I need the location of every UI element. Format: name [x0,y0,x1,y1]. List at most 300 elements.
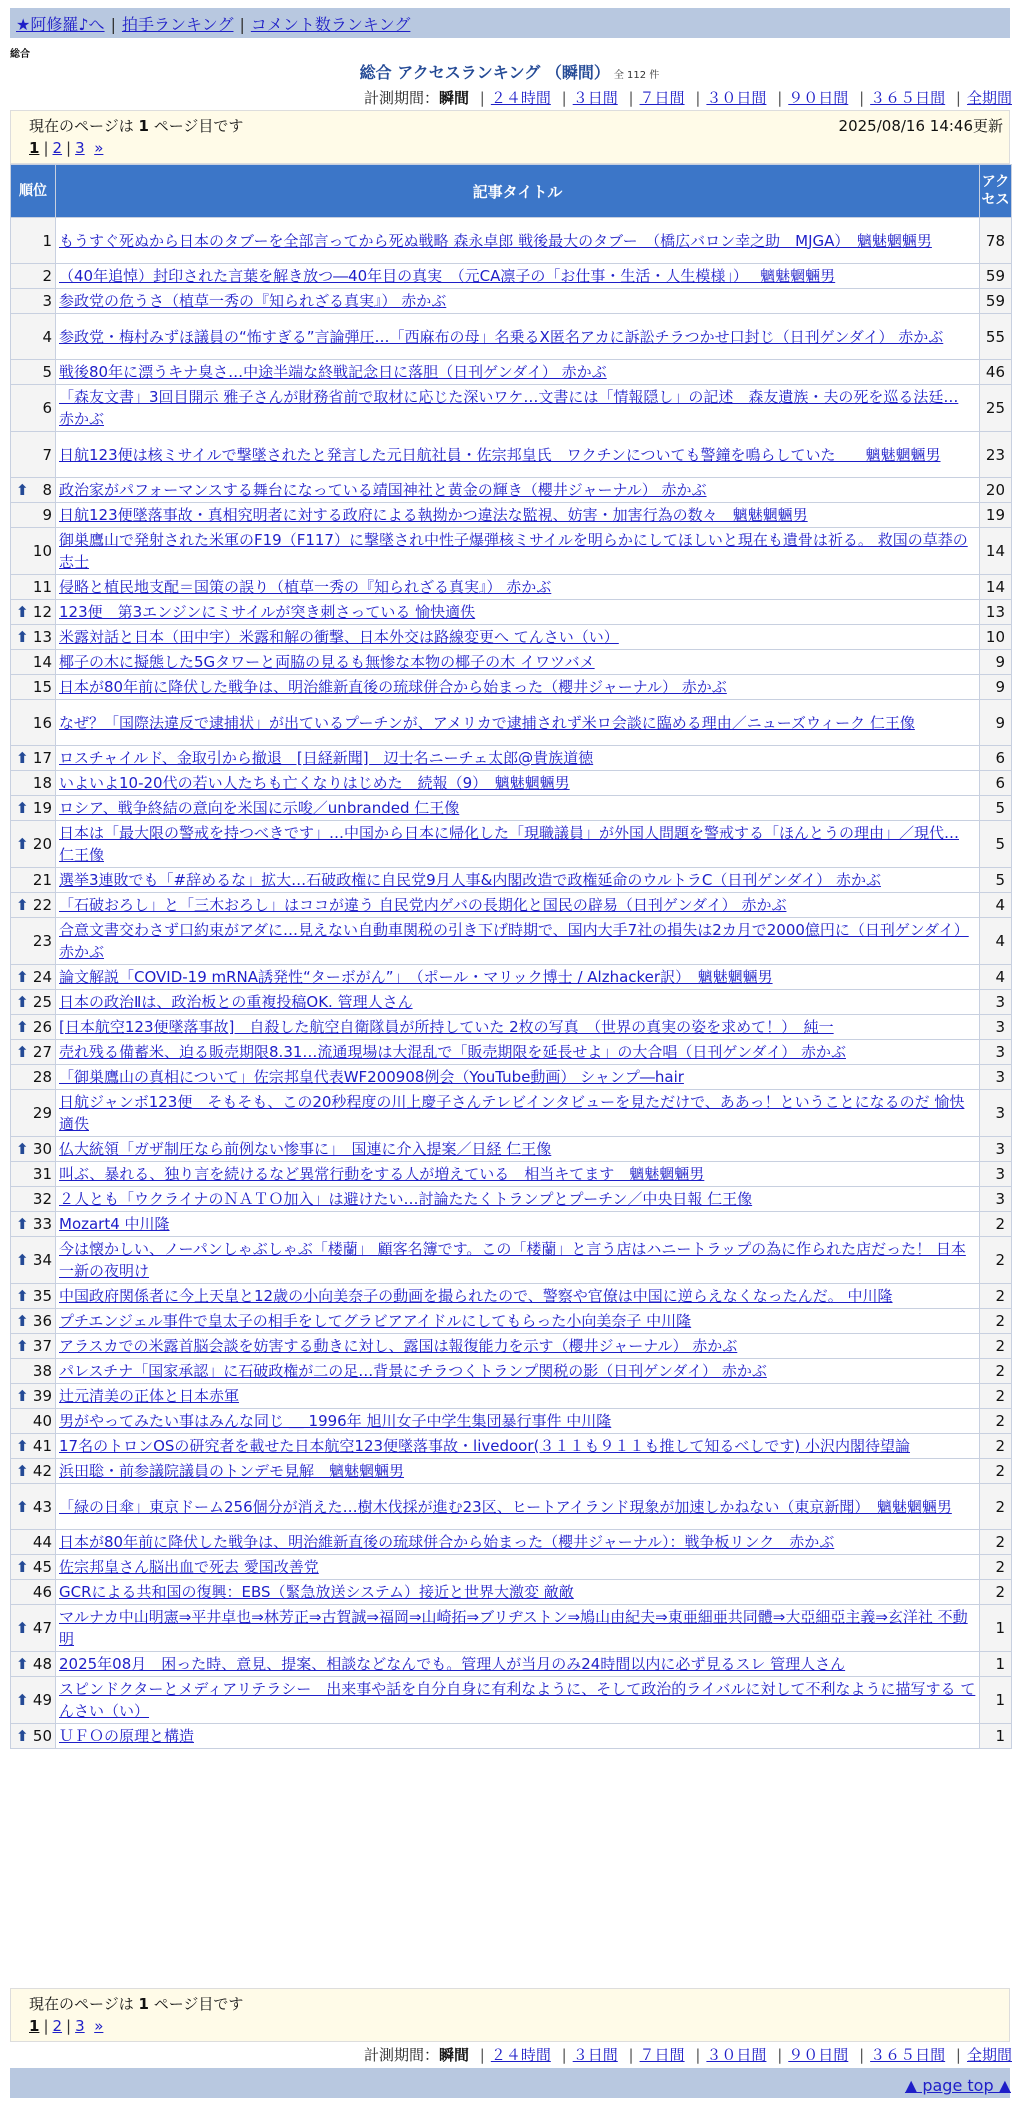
article-title-link[interactable]: 123便 第3エンジンにミサイルが突き刺さっている 愉快適佚 [59,603,476,621]
table-row [11,918,1012,965]
access-count: 14 [980,575,1012,600]
title-cell [56,1065,980,1090]
rank-up-arrow-icon: ⬆ [16,1727,29,1745]
rank-up-arrow-icon: ⬆ [16,1337,29,1355]
access-count: 9 [980,675,1012,700]
period-label: 計測期間： [363,89,439,107]
article-title-link[interactable]: 日本は「最大限の警戒を持つべきです」…中国から日本に帰化した「現職議員」が外国人問題を警戒する「ほんとうの理由」／現代… 仁王像 [59,824,960,864]
rank-cell [11,1555,56,1580]
table-row [11,1359,1012,1384]
title-cell [56,821,980,868]
rank-up-arrow-icon: ⬆ [16,968,29,986]
page-info-prefix: 現在のページは [29,117,134,135]
access-count: 2 [980,1530,1012,1555]
rank-cell [11,1677,56,1724]
rank-up-arrow-icon: ⬆ [16,628,29,646]
access-count: 2 [980,1555,1012,1580]
rank-up-arrow-icon: ⬆ [16,1462,29,1480]
rank-number: 28 [32,1068,52,1086]
article-title-link[interactable]: 政治家がパフォーマンスする舞台になっている靖国神社と黄金の輝き（櫻井ジャーナル） 赤かぶ [59,481,707,499]
access-count: 4 [980,965,1012,990]
rank-number: 9 [42,506,52,524]
title-cell [56,432,980,478]
rank-number: 11 [32,578,52,596]
table-row [11,289,1012,314]
table-row [11,1334,1012,1359]
table-row [11,893,1012,918]
rank-cell [11,746,56,771]
article-title-link[interactable]: 叫ぶ、暴れる、独り言を続けるなど異常行動をする人が増えている 相当キてます 魑魅魍魎男 [59,1165,705,1183]
rank-number: 45 [32,1558,52,1576]
period-link-90d[interactable]: ９０日間 [788,89,849,107]
table-row [11,314,1012,360]
rank-number: 6 [42,399,52,417]
article-title-link[interactable]: 参政党・梅村みずほ議員の“怖すぎる”言論弾圧…「西麻布の母」名乗るX匿名アカに訴訟チラつかせ口封じ（日刊ゲンダイ） 赤かぶ [59,327,944,346]
table-row [11,1065,1012,1090]
access-count: 59 [980,289,1012,314]
rank-cell [11,1137,56,1162]
article-title-link[interactable]: 侵略と植民地支配＝国策の誤り（植草一秀の『知られざる真実』） 赤かぶ [59,578,552,596]
period-link-7d[interactable]: ７日間 [639,2046,685,2064]
rank-number: 15 [32,678,52,696]
title-cell [56,1724,980,1749]
table-row [11,1187,1012,1212]
title-cell [56,528,980,575]
access-count: 9 [980,650,1012,675]
rank-cell [11,625,56,650]
rank-up-arrow-icon: ⬆ [16,1387,29,1405]
table-row [11,1212,1012,1237]
rank-number: 37 [32,1337,52,1355]
title-cell [56,1677,980,1724]
table-row [11,503,1012,528]
rank-cell [11,1484,56,1530]
title-cell [56,1555,980,1580]
rank-number: 50 [32,1727,52,1745]
rank-cell [11,650,56,675]
rank-up-arrow-icon: ⬆ [16,1043,29,1061]
access-count: 3 [980,1137,1012,1162]
title-cell [56,1605,980,1652]
article-title-link[interactable]: 「森友文書」3回目開示 雅子さんが財務省前で取材に応じた深いワケ…文書には「情報隠し」の記述 森友遺族・夫の死を巡る法廷… 赤かぶ [59,388,959,428]
period-link-24h[interactable]: ２４時間 [490,89,551,107]
rank-number: 18 [32,774,52,792]
article-title-link[interactable]: 売れ残る備蓄米、迫る販売期限8.31…流通現場は大混乱で「販売期限を延長せよ」の大合唱（日刊ゲンダイ） 赤かぶ [59,1043,846,1061]
title-cell [56,1652,980,1677]
access-count: 4 [980,893,1012,918]
table-row [11,575,1012,600]
access-count: 3 [980,1015,1012,1040]
title-cell [56,503,980,528]
page-info-current: 1 [138,1995,149,2013]
article-title-link[interactable]: 男がやってみたい事はみんな同じ ＿ 1996年 旭川女子中学生集団暴行事件 中川隆 [59,1412,612,1430]
page-info-suffix: ページ目です [153,1995,244,2013]
article-title-link[interactable]: 合意文書交わさず口約束がアダに…見えない自動車関税の引き下げ時期で、国内大手7社の損失は2カ月で2000億円に（日刊ゲンダイ） 赤かぶ [59,921,969,961]
access-count: 6 [980,746,1012,771]
rank-number: 25 [32,993,52,1011]
rank-number: 44 [32,1533,52,1551]
rank-up-arrow-icon: ⬆ [16,1497,29,1516]
rank-number: 32 [32,1190,52,1208]
rank-number: 43 [32,1497,52,1516]
article-title-link[interactable]: 日本が80年前に降伏した戦争は、明治維新直後の琉球併合から始まった（櫻井ジャーナル）：戦争板リンク 赤かぶ [59,1533,835,1551]
period-link-24h[interactable]: ２４時間 [490,2046,551,2064]
article-title-link[interactable]: スピンドクターとメディアリテラシー 出来事や話を自分自身に有利なように、そして政治的ライバルに対して不利なように描写する てんさい（い） [59,1680,976,1720]
rank-number: 4 [42,327,52,346]
article-title-link[interactable]: いよいよ10-20代の若い人たちも亡くなりはじめた 続報（9） 魑魅魍魎男 [59,774,570,792]
rank-up-arrow-icon: ⬆ [16,799,29,817]
article-title-link[interactable]: ２人とも「ウクライナのＮＡＴＯ加入」は避けたい…討論たたくトランプとプーチン／中央日報 仁王像 [59,1190,753,1208]
title-cell [56,1384,980,1409]
period-link-90d[interactable]: ９０日間 [788,2046,849,2064]
access-count: 2 [980,1284,1012,1309]
rank-cell [11,1212,56,1237]
table-row [11,1677,1012,1724]
title-cell [56,478,980,503]
rank-cell [11,796,56,821]
rank-cell [11,1459,56,1484]
article-title-link[interactable]: 「緑の日傘」東京ドーム256個分が消えた…樹木伐採が進む23区、ヒートアイランド現象が加速しかねない（東京新聞） 魑魅魍魎男 [59,1497,952,1516]
page-link-2[interactable]: 2 [52,139,63,157]
title-cell [56,1284,980,1309]
rank-cell [11,600,56,625]
rank-cell [11,503,56,528]
article-title-link[interactable]: 日航ジャンボ123便 そもそも、この20秒程度の川上慶子さんテレビインタビューを見ただけで、ああっ！ということになるのだ 愉快適佚 [59,1093,965,1133]
rank-cell [11,821,56,868]
rank-cell [11,1309,56,1334]
article-title-link[interactable]: 日航123便は核ミサイルで撃墜されたと発言した元日航社員・佐宗邦皇氏 ワクチンについても警鐘を鳴らしていた 魑魅魍魎男 [59,445,941,464]
access-count: 59 [980,264,1012,289]
period-link-all[interactable]: 全期間 [966,2046,1012,2064]
rank-number: 17 [32,749,52,767]
article-title-link[interactable]: 参政党の危うさ（植草一秀の『知られざる真実』） 赤かぶ [59,292,447,310]
rank-up-arrow-icon: ⬆ [16,1251,29,1269]
rank-number: 1 [42,231,52,250]
header-rank: 順位 [11,165,56,218]
table-row [11,796,1012,821]
rank-cell [11,1580,56,1605]
title-cell [56,1162,980,1187]
access-count: 3 [980,1187,1012,1212]
article-title-link[interactable]: マルナカ中山明憲⇒平井卓也⇒林芳正⇒古賀誠⇒福岡⇒山崎拓⇒ブリヂストン⇒鳩山由紀夫⇒東亜細亜共同體⇒大亞細亞主義⇒玄洋社 不動明 [59,1608,968,1648]
page-next-link[interactable]: » [94,2017,104,2035]
article-title-link[interactable]: GCRによる共和国の復興：EBS（緊急放送システム）接近と世界大激変 敵敵 [59,1583,574,1601]
article-title-link[interactable]: もうすぐ死ぬから日本のタブーを全部言ってから死ぬ戦略 森永卓郎 戦後最大のタブー （橋広バロン幸之助 MJGA） 魑魅魍魎男 [59,231,932,250]
table-row [11,1724,1012,1749]
rank-number: 2 [42,267,52,285]
article-title-link[interactable]: 米露対話と日本（田中宇）米露和解の衝撃、日本外交は路線変更へ てんさい（い） [59,628,619,646]
access-count: 2 [980,1359,1012,1384]
access-count: 2 [980,1334,1012,1359]
access-count: 25 [980,385,1012,432]
article-title-link[interactable]: なぜ？「国際法違反で逮捕状」が出ているプーチンが、アメリカで逮捕されず米ロ会談に臨める理由／ニューズウィーク 仁王像 [59,713,915,732]
title-cell [56,796,980,821]
rank-number: 8 [42,481,52,499]
title-cell [56,1137,980,1162]
access-count: 2 [980,1309,1012,1334]
rank-cell [11,528,56,575]
title-cell [56,625,980,650]
title-cell [56,868,980,893]
rank-cell [11,1359,56,1384]
rank-up-arrow-icon: ⬆ [16,1437,29,1455]
access-count: 78 [980,218,1012,264]
pagination-top: 1 | 2 | 3 » [29,139,104,157]
access-count: 3 [980,1040,1012,1065]
rank-number: 14 [32,653,52,671]
access-count: 5 [980,868,1012,893]
title-cell [56,575,980,600]
rank-number: 39 [32,1387,52,1405]
page-info-prefix: 現在のページは [29,1995,134,2013]
title-cell [56,893,980,918]
table-row [11,1459,1012,1484]
nav-comment-ranking-link[interactable]: コメント数ランキング [250,15,411,34]
title-cell [56,1309,980,1334]
rank-up-arrow-icon: ⬆ [16,1655,29,1673]
table-row [11,1484,1012,1530]
rank-cell [11,1090,56,1137]
title-cell [56,1409,980,1434]
rank-up-arrow-icon: ⬆ [16,1287,29,1305]
rank-number: 46 [32,1583,52,1601]
rank-cell [11,1162,56,1187]
table-row [11,1580,1012,1605]
rank-number: 40 [32,1412,52,1430]
title-cell [56,746,980,771]
article-title-link[interactable]: 浜田聡・前参議院議員のトンデモ見解 魑魅魍魎男 [59,1462,405,1480]
title-cell [56,1334,980,1359]
ranking-table [10,164,1012,1749]
access-count: 19 [980,503,1012,528]
table-row [11,1409,1012,1434]
title-cell [56,675,980,700]
rank-number: 36 [32,1312,52,1330]
rank-number: 34 [32,1251,52,1269]
access-count: 2 [980,1459,1012,1484]
article-title-link[interactable]: 論文解説「COVID-19 mRNA誘発性“ターボがん”」 （ポール・マリック博士 / Alzhacker訳） 魑魅魍魎男 [59,968,773,986]
nav-clap-ranking-link[interactable]: 拍手ランキング [121,15,234,34]
article-title-link[interactable]: 日本の政治Ⅱは、政治板との重複投稿OK. 管理人さん [59,993,413,1011]
article-title-link[interactable]: （40年追悼）封印された言葉を解き放つ―40年目の真実 （元CA凛子の「お仕事・生活・人生模様」） 魑魅魍魎男 [59,267,836,285]
article-title-link[interactable]: 日航123便墜落事故・真相究明者に対する政府による執拗かつ違法な監視、妨害・加害行為の数々 魑魅魍魎男 [59,506,808,524]
title-cell [56,1434,980,1459]
access-count: 1 [980,1605,1012,1652]
article-title-link[interactable]: ＵＦＯの原理と構造 [59,1727,195,1745]
rank-up-arrow-icon: ⬆ [16,1018,29,1036]
article-title-link[interactable]: 仏大統領「ガザ制圧なら前例ない惨事に」 国連に介入提案／日経 仁王像 [59,1140,552,1158]
article-title-link[interactable]: 椰子の木に擬態した5Gタワーと両脇の見るも無惨な本物の椰子の木 イワツバメ [59,653,595,671]
page-link-3[interactable]: 3 [75,139,85,157]
table-row [11,385,1012,432]
title-cell [56,965,980,990]
rank-cell [11,1334,56,1359]
page-info-bottom [10,1988,1010,2042]
rank-number: 21 [32,871,52,889]
rank-up-arrow-icon: ⬆ [16,481,29,499]
article-title-link[interactable]: アラスカでの米露首脳会談を妨害する動きに対し、露国は報復能力を示す（櫻井ジャーナル） 赤かぶ [59,1337,738,1355]
rank-cell [11,1652,56,1677]
rank-cell [11,675,56,700]
title-cell [56,990,980,1015]
page-top-link[interactable]: ▲ page top ▲ [904,2076,1011,2095]
article-title-link[interactable]: 選挙3連敗でも「#辞めるな」拡大…石破政権に自民党9月人事&内閣改造で政権延命のウルトラC（日刊ゲンダイ） 赤かぶ [59,871,881,889]
table-row [11,700,1012,746]
rank-number: 12 [32,603,52,621]
rank-cell [11,360,56,385]
title-cell [56,1212,980,1237]
access-count: 2 [980,1580,1012,1605]
title-cell [56,1580,980,1605]
period-link-3d[interactable]: ３日間 [572,2046,618,2064]
page-title [0,60,1019,83]
article-title-link[interactable]: 日本が80年前に降伏した戦争は、明治維新直後の琉球併合から始まった（櫻井ジャーナル） 赤かぶ [59,678,727,696]
rank-cell [11,771,56,796]
rank-number: 35 [32,1287,52,1305]
table-row [11,1237,1012,1284]
rank-number: 31 [32,1165,52,1183]
table-row [11,1137,1012,1162]
article-title-link[interactable]: 今は懐かしい、ノーパンしゃぶしゃぶ「楼蘭」 顧客名簿です。この「楼蘭」と言う店はハニートラップの為に作られた店だった！ 日本一新の夜明け [59,1240,966,1280]
access-count: 1 [980,1677,1012,1724]
rank-cell [11,700,56,746]
article-title-link[interactable]: 御巣鷹山で発射された米軍のF19（F117）に撃墜され中性子爆弾核ミサイルを明らかにしてほしいと現在も遺骨は祈る。 救国の草莽の志士 [59,531,968,571]
rank-up-arrow-icon: ⬆ [16,835,29,853]
rank-number: 42 [32,1462,52,1480]
table-row [11,675,1012,700]
rank-cell [11,1434,56,1459]
rank-cell [11,1530,56,1555]
article-title-link[interactable]: 辻元清美の正体と日本赤軍 [59,1387,240,1405]
article-title-link[interactable]: [日本航空123便墜落事故] 自殺した航空自衛隊員が所持していた 2枚の写真 （世界の真実の姿を求めて！） 純一 [59,1018,834,1036]
updated-timestamp: 2025/08/16 14:46更新 [838,117,1003,135]
rank-cell [11,1284,56,1309]
rank-number: 5 [42,363,52,381]
title-cell [56,650,980,675]
table-row [11,821,1012,868]
rank-number: 49 [32,1691,52,1709]
rank-cell [11,1237,56,1284]
period-link-365d[interactable]: ３６５日間 [870,89,946,107]
title-cell [56,1530,980,1555]
access-count: 46 [980,360,1012,385]
article-title-link[interactable]: ロシア、戦争終結の意向を米国に示唆／unbranded 仁王像 [59,799,460,817]
article-title-link[interactable]: 佐宗邦皇さん脳出血で死去 愛国改善党 [59,1558,319,1576]
table-row [11,1384,1012,1409]
header-access: アクセス [980,165,1012,218]
access-count: 9 [980,700,1012,746]
page-link-3[interactable]: 3 [75,2017,85,2035]
article-title-link[interactable]: 2025年08月 困った時、意見、提案、相談などなんでも。管理人が当月のみ24時間以内に必ず見るスレ 管理人さん [59,1655,846,1673]
article-title-link[interactable]: 17名のトロンOSの研究者を載せた日本航空123便墜落事故・livedoor(３１１も９１１も推して知るべしです) 小沢内閣待望論 [59,1437,911,1455]
rank-number: 33 [32,1215,52,1233]
access-count: 2 [980,1434,1012,1459]
rank-cell [11,314,56,360]
table-row [11,771,1012,796]
period-link-30d[interactable]: ３０日間 [706,89,767,107]
article-title-link[interactable]: Mozart4 中川隆 [59,1215,170,1233]
title-cell [56,385,980,432]
page-link-current: 1 [29,139,40,157]
top-nav-bar [10,8,1010,38]
table-row [11,1040,1012,1065]
rank-cell [11,1015,56,1040]
rank-number: 3 [42,292,52,310]
table-row [11,1530,1012,1555]
page-link-2[interactable]: 2 [52,2017,63,2035]
page-title-text: 総合 アクセスランキング （瞬間） [359,63,610,82]
period-link-365d[interactable]: ３６５日間 [870,2046,946,2064]
access-count: 1 [980,1652,1012,1677]
period-link-3d[interactable]: ３日間 [572,89,618,107]
nav-home-link[interactable]: ★阿修羅♪へ [16,15,105,34]
access-count: 3 [980,990,1012,1015]
article-title-link[interactable]: 「御巣鷹山の真相について」佐宗邦皇代表WF200908例会（YouTube動画） シャンプ―hair [59,1068,684,1086]
rank-number: 29 [32,1104,52,1122]
table-row [11,1309,1012,1334]
access-count: 5 [980,796,1012,821]
period-link-all[interactable]: 全期間 [966,89,1012,107]
access-count: 2 [980,1237,1012,1284]
rank-cell [11,218,56,264]
rank-cell [11,432,56,478]
rank-cell [11,264,56,289]
article-title-link[interactable]: 中国政府関係者に今上天皇と12歳の小向美奈子の動画を撮られたので、警察や官僚は中国に逆らえなくなったんだ。 中川隆 [59,1287,893,1305]
period-link-7d[interactable]: ７日間 [639,89,685,107]
access-count: 23 [980,432,1012,478]
rank-cell [11,893,56,918]
article-title-link[interactable]: 「石破おろし」と「三木おろし」はココが違う 自民党内ゲバの長期化と国民の辟易（日刊ゲンダイ） 赤かぶ [59,896,787,914]
rank-up-arrow-icon: ⬆ [16,1691,29,1709]
rank-cell [11,1409,56,1434]
rank-number: 41 [32,1437,52,1455]
header-title: 記事タイトル [56,165,980,218]
title-cell [56,1237,980,1284]
table-row [11,1434,1012,1459]
rank-number: 27 [32,1043,52,1061]
access-count: 14 [980,528,1012,575]
access-count: 55 [980,314,1012,360]
access-count: 3 [980,1065,1012,1090]
rank-cell [11,478,56,503]
access-count: 3 [980,1162,1012,1187]
footer-bar [10,2068,1010,2098]
rank-cell [11,868,56,893]
rank-cell [11,1605,56,1652]
rank-cell [11,1040,56,1065]
rank-up-arrow-icon: ⬆ [16,1312,29,1330]
page-link-current: 1 [29,2017,40,2035]
page-info-current: 1 [138,117,149,135]
article-title-link[interactable]: 戦後80年に漂うキナ臭さ…中途半端な終戦記念日に落胆（日刊ゲンダイ） 赤かぶ [59,363,607,381]
title-cell [56,218,980,264]
article-title-link[interactable]: パレスチナ「国家承認」に石破政権が二の足…背景にチラつくトランプ関税の影（日刊ゲンダイ） 赤かぶ [59,1362,767,1380]
access-count: 3 [980,1090,1012,1137]
table-row [11,1555,1012,1580]
access-count: 6 [980,771,1012,796]
article-title-link[interactable]: プチエンジェル事件で皇太子の相手をしてグラビアアイドルにしてもらった小向美奈子 中川隆 [59,1312,692,1330]
table-row [11,600,1012,625]
category-label: 総合 [10,49,30,60]
title-cell [56,360,980,385]
total-count: 全 112 件 [613,70,660,81]
page-next-link[interactable]: » [94,139,104,157]
period-link-30d[interactable]: ３０日間 [706,2046,767,2064]
rank-cell [11,1724,56,1749]
page-info-top [10,110,1010,164]
rank-number: 30 [32,1140,52,1158]
article-title-link[interactable]: ロスチャイルド、金取引から撤退 [日経新聞] 辺士名ニーチェ太郎@貴族道徳 [59,749,594,767]
